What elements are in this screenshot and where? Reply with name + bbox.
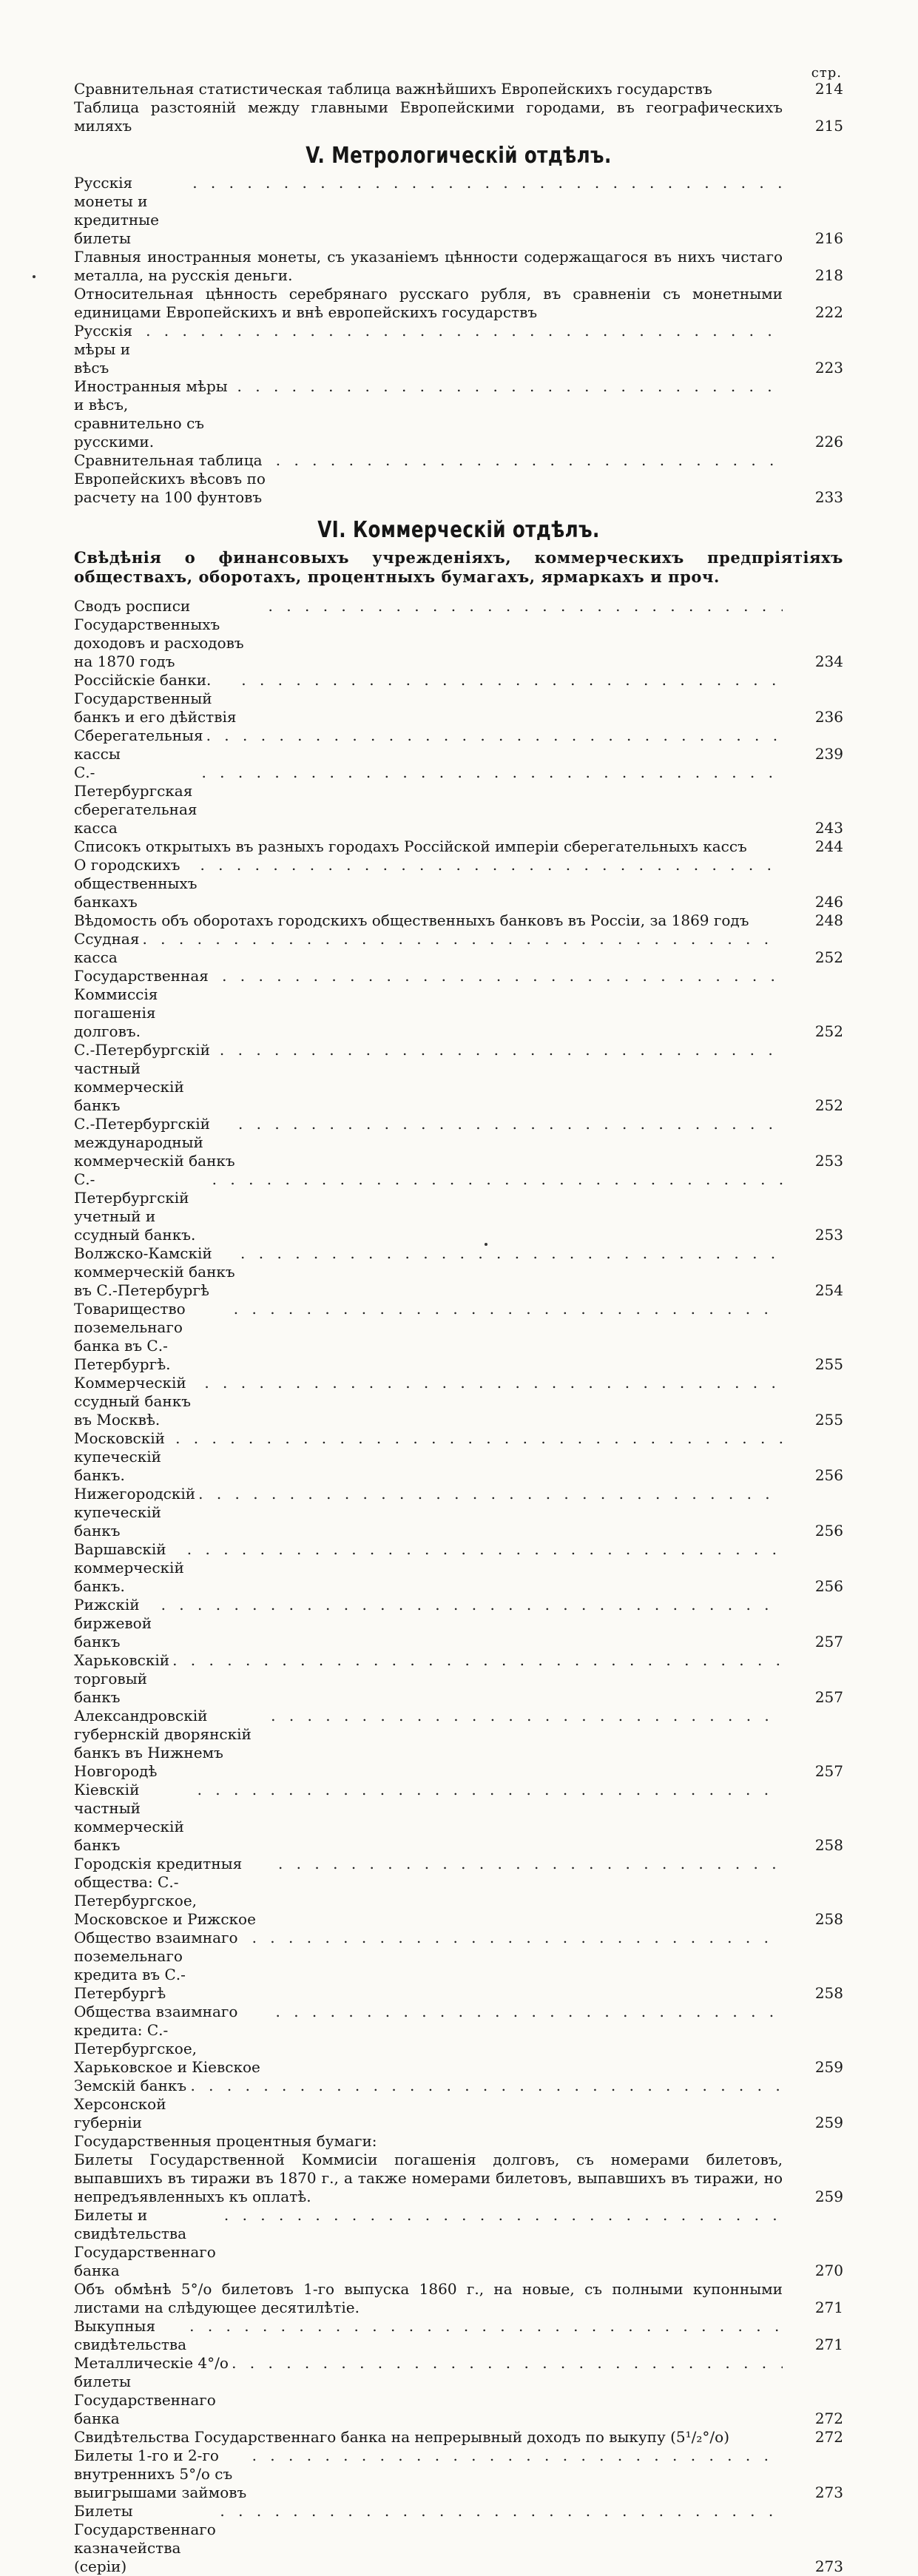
entry-title: Общества взаимнаго кредита: С.-Петербургское, Харьковское и Кіевское bbox=[74, 2003, 260, 2076]
dot-leader bbox=[252, 2447, 783, 2465]
dot-leader bbox=[222, 967, 783, 985]
toc-entry bbox=[74, 80, 843, 98]
entry-page: 258 bbox=[814, 1984, 843, 2002]
entry-title: Объ обмѣнѣ 5°/о билетовъ 1-го выпуска 1860 г., на новые, съ полными купонными листами на слѣдующее десятилѣтіе. bbox=[74, 2280, 783, 2316]
entry-page: 218 bbox=[814, 266, 843, 284]
entry-title: С.-Петербургскій учетный и ссудный банкъ. bbox=[74, 1170, 196, 1244]
toc-entry bbox=[74, 98, 843, 135]
dot-leader bbox=[224, 2206, 783, 2225]
toc-entry bbox=[74, 911, 843, 930]
dot-leader bbox=[269, 597, 783, 616]
entry-title: Выкупныя свидѣтельства bbox=[74, 2317, 187, 2353]
toc-entry bbox=[74, 2354, 843, 2428]
entry-title: Русскія мѣры и вѣсъ bbox=[74, 322, 133, 377]
entry-page: 226 bbox=[814, 433, 843, 451]
entry-title: Волжско-Камскій коммерческій банкъ въ С.-Петербургѣ bbox=[74, 1244, 235, 1299]
dot-leader bbox=[187, 1540, 783, 1559]
entry-title: Варшавскій коммерческій банкъ. bbox=[74, 1540, 184, 1595]
entry-page: 215 bbox=[814, 117, 843, 135]
dot-leader bbox=[198, 1781, 783, 1799]
entry-page: 214 bbox=[814, 80, 843, 98]
toc-entry bbox=[74, 726, 843, 763]
dot-leader bbox=[240, 1244, 783, 1263]
entry-page: 223 bbox=[814, 359, 843, 377]
toc-entry bbox=[74, 2447, 843, 2502]
entry-page: 234 bbox=[814, 653, 843, 670]
section-subtitle: Свѣдѣнія о финансовыхъ учрежденіяхъ, коммерческихъ предпріятіяхъ обществахъ, оборотахъ, процентныхъ бумагахъ, ярмаркахъ и проч. bbox=[74, 548, 843, 586]
entry-title: Коммерческій ссудный банкъ въ Москвѣ. bbox=[74, 1374, 191, 1429]
entry-title: Государственная Коммиссія погашенія долговъ. bbox=[74, 967, 209, 1040]
dot-leader bbox=[204, 1374, 783, 1392]
dot-leader bbox=[276, 2003, 783, 2021]
dot-leader bbox=[172, 1651, 783, 1670]
toc-entry bbox=[74, 763, 843, 837]
entry-title: Русскія монеты и кредитные билеты bbox=[74, 174, 159, 247]
entry-page: 239 bbox=[814, 745, 843, 763]
toc-entry bbox=[74, 1855, 843, 1929]
entry-title: Московскій купеческій банкъ. bbox=[74, 1429, 165, 1484]
entry-title: Билеты Государственнаго казначейства (серіи) bbox=[74, 2502, 216, 2575]
dot-leader bbox=[142, 930, 783, 948]
entry-page: 246 bbox=[814, 893, 843, 911]
dot-leader bbox=[241, 671, 783, 689]
dot-leader bbox=[271, 1707, 783, 1725]
toc-entry bbox=[74, 1707, 843, 1781]
toc-entry bbox=[74, 1485, 843, 1540]
entry-page: 256 bbox=[814, 1577, 843, 1595]
entry-page: 270 bbox=[814, 2262, 843, 2279]
toc-entry bbox=[74, 2317, 843, 2354]
dot-leader bbox=[206, 726, 783, 745]
entry-page: 259 bbox=[814, 2114, 843, 2131]
toc-entry bbox=[74, 2206, 843, 2280]
entry-page: 271 bbox=[814, 2299, 843, 2316]
section-metrology-entries bbox=[74, 174, 843, 507]
toc-entry bbox=[74, 285, 843, 322]
toc-entry bbox=[74, 1041, 843, 1115]
toc-entry bbox=[74, 1929, 843, 2003]
group-heading: Государственныя процентныя бумаги: bbox=[74, 2132, 377, 2150]
entry-title: Иностранныя мѣры и вѣсъ, сравнительно съ русскими. bbox=[74, 377, 228, 451]
toc-entry bbox=[74, 2003, 843, 2077]
dot-leader bbox=[276, 451, 783, 470]
entry-page: 257 bbox=[814, 1633, 843, 1651]
toc-entry bbox=[74, 1429, 843, 1485]
toc-entry bbox=[74, 248, 843, 285]
dot-leader bbox=[234, 1300, 783, 1318]
toc-entry bbox=[74, 1374, 843, 1429]
entry-title: Рижскій биржевой банкъ bbox=[74, 1596, 152, 1651]
entry-page: 248 bbox=[814, 911, 843, 929]
entry-title: Сберегательныя кассы bbox=[74, 726, 203, 763]
entry-title: Билеты и свидѣтельства Государственнаго банка bbox=[74, 2206, 216, 2279]
entry-title: С.-Петербургскій частный коммерческій банкъ bbox=[74, 1041, 210, 1114]
entry-page: 259 bbox=[814, 2058, 843, 2076]
entry-title: С.-Петербургская сберегательная касса bbox=[74, 763, 198, 837]
entry-title: Товарищество поземельнаго банка въ С.-Петербургѣ. bbox=[74, 1300, 186, 1373]
dot-leader bbox=[237, 377, 783, 396]
dot-leader bbox=[198, 1485, 783, 1503]
section-commerce-entries bbox=[74, 597, 843, 2132]
entry-title: Билеты 1-го и 2-го внутреннихъ 5°/о съ выигрышами займовъ bbox=[74, 2447, 247, 2501]
toc-entry bbox=[74, 856, 843, 911]
toc-entry bbox=[74, 597, 843, 671]
entry-title: Земскій банкъ Херсонской губерніи bbox=[74, 2077, 187, 2131]
entry-page: 252 bbox=[814, 1022, 843, 1040]
entry-title: Сводъ росписи Государственныхъ доходовъ и расходовъ на 1870 годъ bbox=[74, 597, 244, 670]
toc-entry bbox=[74, 967, 843, 1041]
dot-leader bbox=[189, 2317, 783, 2336]
entry-page: 222 bbox=[814, 303, 843, 321]
entry-page: 272 bbox=[814, 2410, 843, 2427]
entry-page: 273 bbox=[814, 2558, 843, 2575]
entry-page: 257 bbox=[814, 1762, 843, 1780]
dot-leader bbox=[200, 856, 783, 874]
page-column-label: стр. bbox=[811, 65, 842, 81]
entry-title: Билеты Государственной Коммисіи погашенія долговъ, съ номерами билетовъ, выпавшихъ въ тиражи въ 1870 г., а также номерами билетовъ, выпавшихъ въ тиражи, но непредъявленныхъ къ оплатѣ. bbox=[74, 2151, 783, 2205]
toc-entry bbox=[74, 1651, 843, 1707]
entry-title: Свидѣтельства Государственнаго банка на непрерывный доходъ по выкупу (5¹/₂°/о) bbox=[74, 2428, 730, 2446]
entry-title: Кіевскій частный коммерческій банкъ bbox=[74, 1781, 184, 1854]
entry-title: Общество взаимнаго поземельнаго кредита въ С.-Петербургѣ bbox=[74, 1929, 238, 2002]
entry-title: Металлическіе 4°/о билеты Государственнаго банка bbox=[74, 2354, 229, 2427]
entry-page: 252 bbox=[814, 948, 843, 966]
entry-page: 253 bbox=[814, 1152, 843, 1170]
toc-entry bbox=[74, 2428, 843, 2447]
toc-entry bbox=[74, 930, 843, 967]
entry-page: 255 bbox=[814, 1411, 843, 1429]
dot-leader bbox=[190, 2077, 783, 2095]
entry-page: 243 bbox=[814, 819, 843, 837]
entry-title: Таблица разстояній между главными Европейскими городами, въ географическихъ миляхъ bbox=[74, 98, 783, 135]
entry-page: 236 bbox=[814, 708, 843, 726]
toc-entry bbox=[74, 2502, 843, 2576]
toc-entry bbox=[74, 2151, 843, 2206]
toc-entry bbox=[74, 1596, 843, 1651]
entry-title: Ссудная касса bbox=[74, 930, 140, 966]
entry-title: Главныя иностранныя монеты, съ указаніемъ цѣнности содержащагося въ нихъ чистаго металла, на русскія деньги. bbox=[74, 248, 783, 284]
stray-mark bbox=[33, 275, 36, 278]
toc-entry bbox=[74, 174, 843, 248]
entry-title: Относительная цѣнность серебрянаго русскаго рубля, въ сравненіи съ монетными единицами Европейскихъ и внѣ европейскихъ государствъ bbox=[74, 285, 783, 321]
dot-leader bbox=[192, 174, 783, 192]
entry-page: 257 bbox=[814, 1688, 843, 1706]
dot-leader bbox=[220, 1041, 783, 1059]
entry-title: С.-Петербургскій международный коммерческій банкъ bbox=[74, 1115, 235, 1170]
dot-leader bbox=[220, 2502, 783, 2521]
entry-page: 273 bbox=[814, 2484, 843, 2501]
contents-list bbox=[74, 65, 843, 2576]
entry-page: 259 bbox=[814, 2188, 843, 2205]
toc-entry bbox=[74, 671, 843, 726]
entry-page: 252 bbox=[814, 1096, 843, 1114]
entry-title: Вѣдомость объ оборотахъ городскихъ общественныхъ банковъ въ Россіи, за 1869 годъ bbox=[74, 911, 749, 929]
entry-title: Списокъ открытыхъ въ разныхъ городахъ Россійской имперіи сберегательныхъ кассъ bbox=[74, 837, 747, 855]
toc-entry bbox=[74, 1115, 843, 1170]
entry-page: 258 bbox=[814, 1910, 843, 1928]
dot-leader bbox=[278, 1855, 783, 1873]
toc-entry bbox=[74, 837, 843, 856]
toc-entry bbox=[74, 1170, 843, 1244]
toc-entry bbox=[74, 1781, 843, 1855]
entry-page: 255 bbox=[814, 1355, 843, 1373]
dot-leader bbox=[232, 2354, 783, 2373]
entry-page: 253 bbox=[814, 1226, 843, 1244]
toc-entry bbox=[74, 2280, 843, 2317]
entry-title: О городскихъ общественныхъ банкахъ bbox=[74, 856, 198, 911]
entry-page: 272 bbox=[814, 2428, 843, 2446]
section-title-metrology: V. Метрологическій отдѣлъ. bbox=[306, 143, 612, 169]
toc-entry bbox=[74, 322, 843, 377]
toc-entry bbox=[74, 1300, 843, 1374]
toc-entry bbox=[74, 2077, 843, 2132]
entry-title: Нижегородскій купеческій банкъ bbox=[74, 1485, 196, 1540]
entry-page: 216 bbox=[814, 229, 843, 247]
entry-page: 254 bbox=[814, 1281, 843, 1299]
entry-page: 256 bbox=[814, 1522, 843, 1540]
top-entries bbox=[74, 80, 843, 135]
entry-title: Сравнительная таблица Европейскихъ вѣсовъ по расчету на 100 фунтовъ bbox=[74, 451, 266, 506]
toc-entry bbox=[74, 377, 843, 451]
section-title-commerce: VI. Коммерческій отдѣлъ. bbox=[317, 517, 600, 543]
dot-leader bbox=[146, 322, 783, 340]
entry-title: Сравнительная статистическая таблица важнѣйшихъ Европейскихъ государствъ bbox=[74, 80, 712, 98]
dot-leader bbox=[212, 1170, 783, 1189]
dot-leader bbox=[175, 1429, 783, 1448]
entry-title: Александровскій губернскій дворянскій банкъ въ Нижнемъ Новгородѣ bbox=[74, 1707, 252, 1780]
entry-page: 256 bbox=[814, 1466, 843, 1484]
toc-entry bbox=[74, 451, 843, 507]
dot-leader bbox=[201, 763, 783, 782]
dot-leader bbox=[161, 1596, 783, 1614]
entry-page: 258 bbox=[814, 1836, 843, 1854]
entry-title: Харьковскій торговый банкъ bbox=[74, 1651, 170, 1706]
toc-entry bbox=[74, 1540, 843, 1596]
entry-title: Городскія кредитныя общества: С.-Петербургское, Московское и Рижское bbox=[74, 1855, 256, 1928]
entry-page: 244 bbox=[814, 837, 843, 855]
toc-entry bbox=[74, 1244, 843, 1300]
entry-page: 233 bbox=[814, 488, 843, 506]
dot-leader bbox=[252, 1929, 783, 1947]
dot-leader bbox=[238, 1115, 783, 1133]
group-entries bbox=[74, 2151, 843, 2576]
entry-page: 271 bbox=[814, 2336, 843, 2353]
entry-title: Россійскіе банки. Государственный банкъ и его дѣйствія bbox=[74, 671, 237, 726]
